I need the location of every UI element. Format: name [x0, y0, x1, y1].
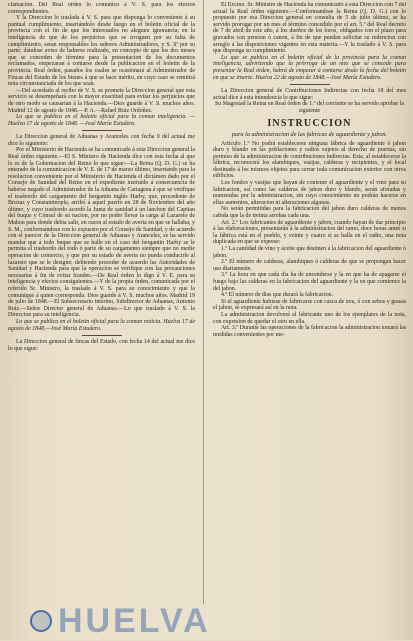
column-divider	[203, 0, 204, 604]
left-notice-1: Lo que se publica en el boletin oficial para la comun inteligencia. —Huelva 17 de agosto de 1848. —José María Estudero.	[8, 114, 195, 127]
left-paragraph-3: —Del acordado al recibo de V. S. se promete la Direccion general que esta servicio se desempeñará con la mayor exactitud para evitar los perjuicios que de otro modo se causarian á la Hacienda.—Dios guarde á V. S. muchos años. Madrid 12 de agosto de 1848.—P. A.—Rafael Ruiz Ordoñez.	[8, 87, 195, 114]
separator-rule	[82, 130, 122, 131]
article-1-b: Los fondos y vasijas que hayan de contener el aguardiente y el vino para su fabricacion, así como las calderas de jabon duro y blando, serán aforadas y numeradas por la administracion, sin cuyo conocimiento no podrán hacerse en ellas aumentos, alteracion ni alteraciones algunas.	[213, 180, 406, 206]
watermark-text: HUELVA	[58, 601, 211, 640]
article-2: Art. 2.º Los fabricantes de aguardiente y jabon, cuando hayan de dar principio á las elaboraciones, presentarán á la administracion del ramo, doce horas antes si la fábrica está en el pueblo, y veinte y cuatro si se halla en el radio, una nota duplicada en que se exprese:	[213, 219, 406, 246]
left-column	[8, 2, 195, 604]
article-3: Art. 3.º Durante las operaciones de la fabricacion la administracion tomará las medidas convenientes por me-	[213, 325, 406, 338]
right-paragraph-4: Su Magestad la Reina en Real órden de 1.º del corriente se ha servido aprobar la siguiente	[215, 101, 404, 114]
left-notice-2: Lo que se publica en el boletin oficial para la comun noticia. Huelva 17 de agosto de 1848.—José María Estudero.	[8, 318, 195, 332]
article-1: Artículo 1.º No podrá establecerse ninguna fábrica de aguardiente ó jabon duro y blando en las poblaciones y radios sujetos al derecho de puertas, sin permiso de la administracion de contribuciones indirectas. Esta, al establecerse la fábrica, reconocerá los alambiques, vasijas, calderas y recipientes, y el local destinado á los mismos objetos para cerrar toda comunicacion exterior con otros edificios.	[213, 140, 406, 180]
right-paragraph-3: La Direccion general de Contribuciones Indirectas con fecha 18 del mes actual dice á esta intendencia lo que sigue:	[213, 88, 406, 101]
instruction-heading: INSTRUCCION	[267, 117, 352, 129]
left-paragraph-6: Por el Ministerio de Hacienda se ha comunicado á esta Direccion general la Real órden siguiente.—El S. Ministro de Hacienda dice con esta fecha al que lo es de la Gobernacion del Reino lo que sigue:—La Reina (Q. D. G.) se ha enterado de la comunicacion de V. E. de 17 de marzo último, insertando para la resolucion conveniente por el Ministerio de Hacienda el dictámen dado por el Consejo de Sanidad del Reino en el expediente instruido á consecuencia de haberse negado el Administrador de la Aduana de Cartagena á que se verifique el trasbordo del cargamento del bergantin inglés Harby, que, procedente de Bruxas y Constantinopla, arribó á aquel puerto en 28 de Noviembre del año último, y cuyo trasbordo acordó la Junta de sanidad á un lanchon del Capitan del buque y Cónsul de su nacion, por no poder llevar la carga al Lazareto de Mahon para donde debia salir, en razon al estado de averia en que se hallaba; y S. M., conformándose con lo expuesto por el Consejo de Sanidad, y de acuerdo con el parecer de la Direccion general de Aduanas y Aranceles, se ha servido mandar que á todo buque que se halle en el caso del bergantin Harby se le permita el trasbordo del todo ó parte de su cargamento siempre que no medie operacion de comercio, y que por su estado de averia no pueda conducirle al lazareto que se le designe; debiendo proceder de acuerdo las Autoridades de Sanidad y Hacienda para que la operacion se verifique con las precauciones necesarias á fin de evitar fraudes.—De Real órden lo digo á V. E. para su inteligencia y efectos consiguientes.—Y de la propia órden, comunicada por el referido Sr. Ministro, la traslado á V. S. para su conocimiento y que la comunique á quien corresponda. Dios guarde á V. S. muchos años. Madrid 19 de julio de 1848.—El Subsecretario interino, Subdirector de Aduanas, Antonio Ruiz.—Señor Director general de Aduanas.—Lo que traslado á V. S. la Direccion para su inteligencia.	[8, 147, 195, 319]
left-paragraph-1: clamacion. Del Real órden lo comunico á V. S. para los efectos correspondientes.	[8, 2, 195, 15]
archive-watermark	[30, 601, 390, 640]
article-2-item-1: 1.º La cantidad de vino y aceite que destinen á la fabricacion del aguardiente ó jabon.	[213, 246, 406, 259]
left-paragraph-8: La Direccion general de fincas del Estado, con fecha 14 del actual me dice lo que sigue:	[8, 339, 195, 352]
right-notice-1: Lo que se publica en el boletin oficial de la provincia para la comun inteligencia, advirtiendo que la prórroga de un mes que se concede para presentar la Real órden, habrá de empezar á contarse desde la fecha del boletin en que se inserte. Huelva 22 de agosto de 1848.—José María Estudero.	[213, 54, 406, 81]
left-paragraph-2: Y la Direccion lo traslada á V. S. para que disponga lo conveniente á su puntual cumplimiento, insertándolo desde luego en el boletin oficial de la provincia con el fin de que los interesados no aleguen ignorancia; en la inteligencia de que de los perjuicios que se irroguen por su falta de cumplimiento, seran responsables los señores Administradores, y S. Sª por su parte; dándose aviso de haberse realizado, en concepto de que los dos meses que se conceden de término para la presentacion de los documentos reclamados, empezaran á contarse desde la publicacion en el boletin de la provincia. Real órden, pasados los cuales se ocasionará al Administrador de Fincas del Estado de los bienes á que se hace mérito, en cuyo caso se remitirá nota circunstanciada de los que sean.	[8, 15, 195, 88]
separator-rule	[290, 84, 330, 85]
right-column	[213, 2, 406, 604]
left-paragraph-5: La Direccion general de Aduanas y Aranceles con fecha 9 del actual me dice lo siguiente:	[8, 134, 195, 147]
article-2-item-4: 4.º El número de dias que durará la fabricacion.	[221, 292, 334, 299]
article-1-c: No serán permitidas para la fabricacion del jabon duro calderas de menos cabida que la de treinta arrobas cada una.	[213, 206, 406, 220]
article-2-note-1: Si el aguardiente hubiese de fabricarse con casca de uva, ó con sebos y grasas el jabon, se expresará así en la nota.	[213, 298, 406, 312]
seal-icon	[30, 610, 52, 632]
instruction-subheading: para la administracion de las fabricas de aguardiente y jabon.	[231, 130, 388, 138]
article-2-note-2: La administracion devolverá al fabricante uno de los ejemplares de la nota, con expresion de quedar el otro en ella.	[213, 311, 406, 325]
article-2-item-3: 3.º La hora en que cada dia ha de encenderse y la en que ha de apagarse el fuego bajo las calderas en la fabricacion del aguardiente y la en que comience la del jabon.	[213, 272, 406, 292]
right-paragraph-1: El Excmo. Sr. Ministro de Hacienda ha comunicado á esta Direccion con 7 del actual la Real órden siguiente.—Conformandose la Reina (Q. D. G.) con lo propuesto por esa Direccion general en consulta de 5 de julio último, se ha servido prorogar por un mes el término concedido por el art. 5.º del Real decreto de 7 de abril de este año, á los dueños de los foros, obligados con el plazo para gravados con pension ó canon, á fin de que puedan solicitar su redencion con arreglo á las disposiciones vigentes en esta materia.—Y la traslado á V. S. para que disponga su cumplimiento.	[213, 2, 406, 55]
article-2-item-2: 2.º El número de calderas, alambiques ó calderas de que se propongan hacer uso diariamente.	[213, 259, 406, 272]
separator-rule	[82, 335, 122, 336]
